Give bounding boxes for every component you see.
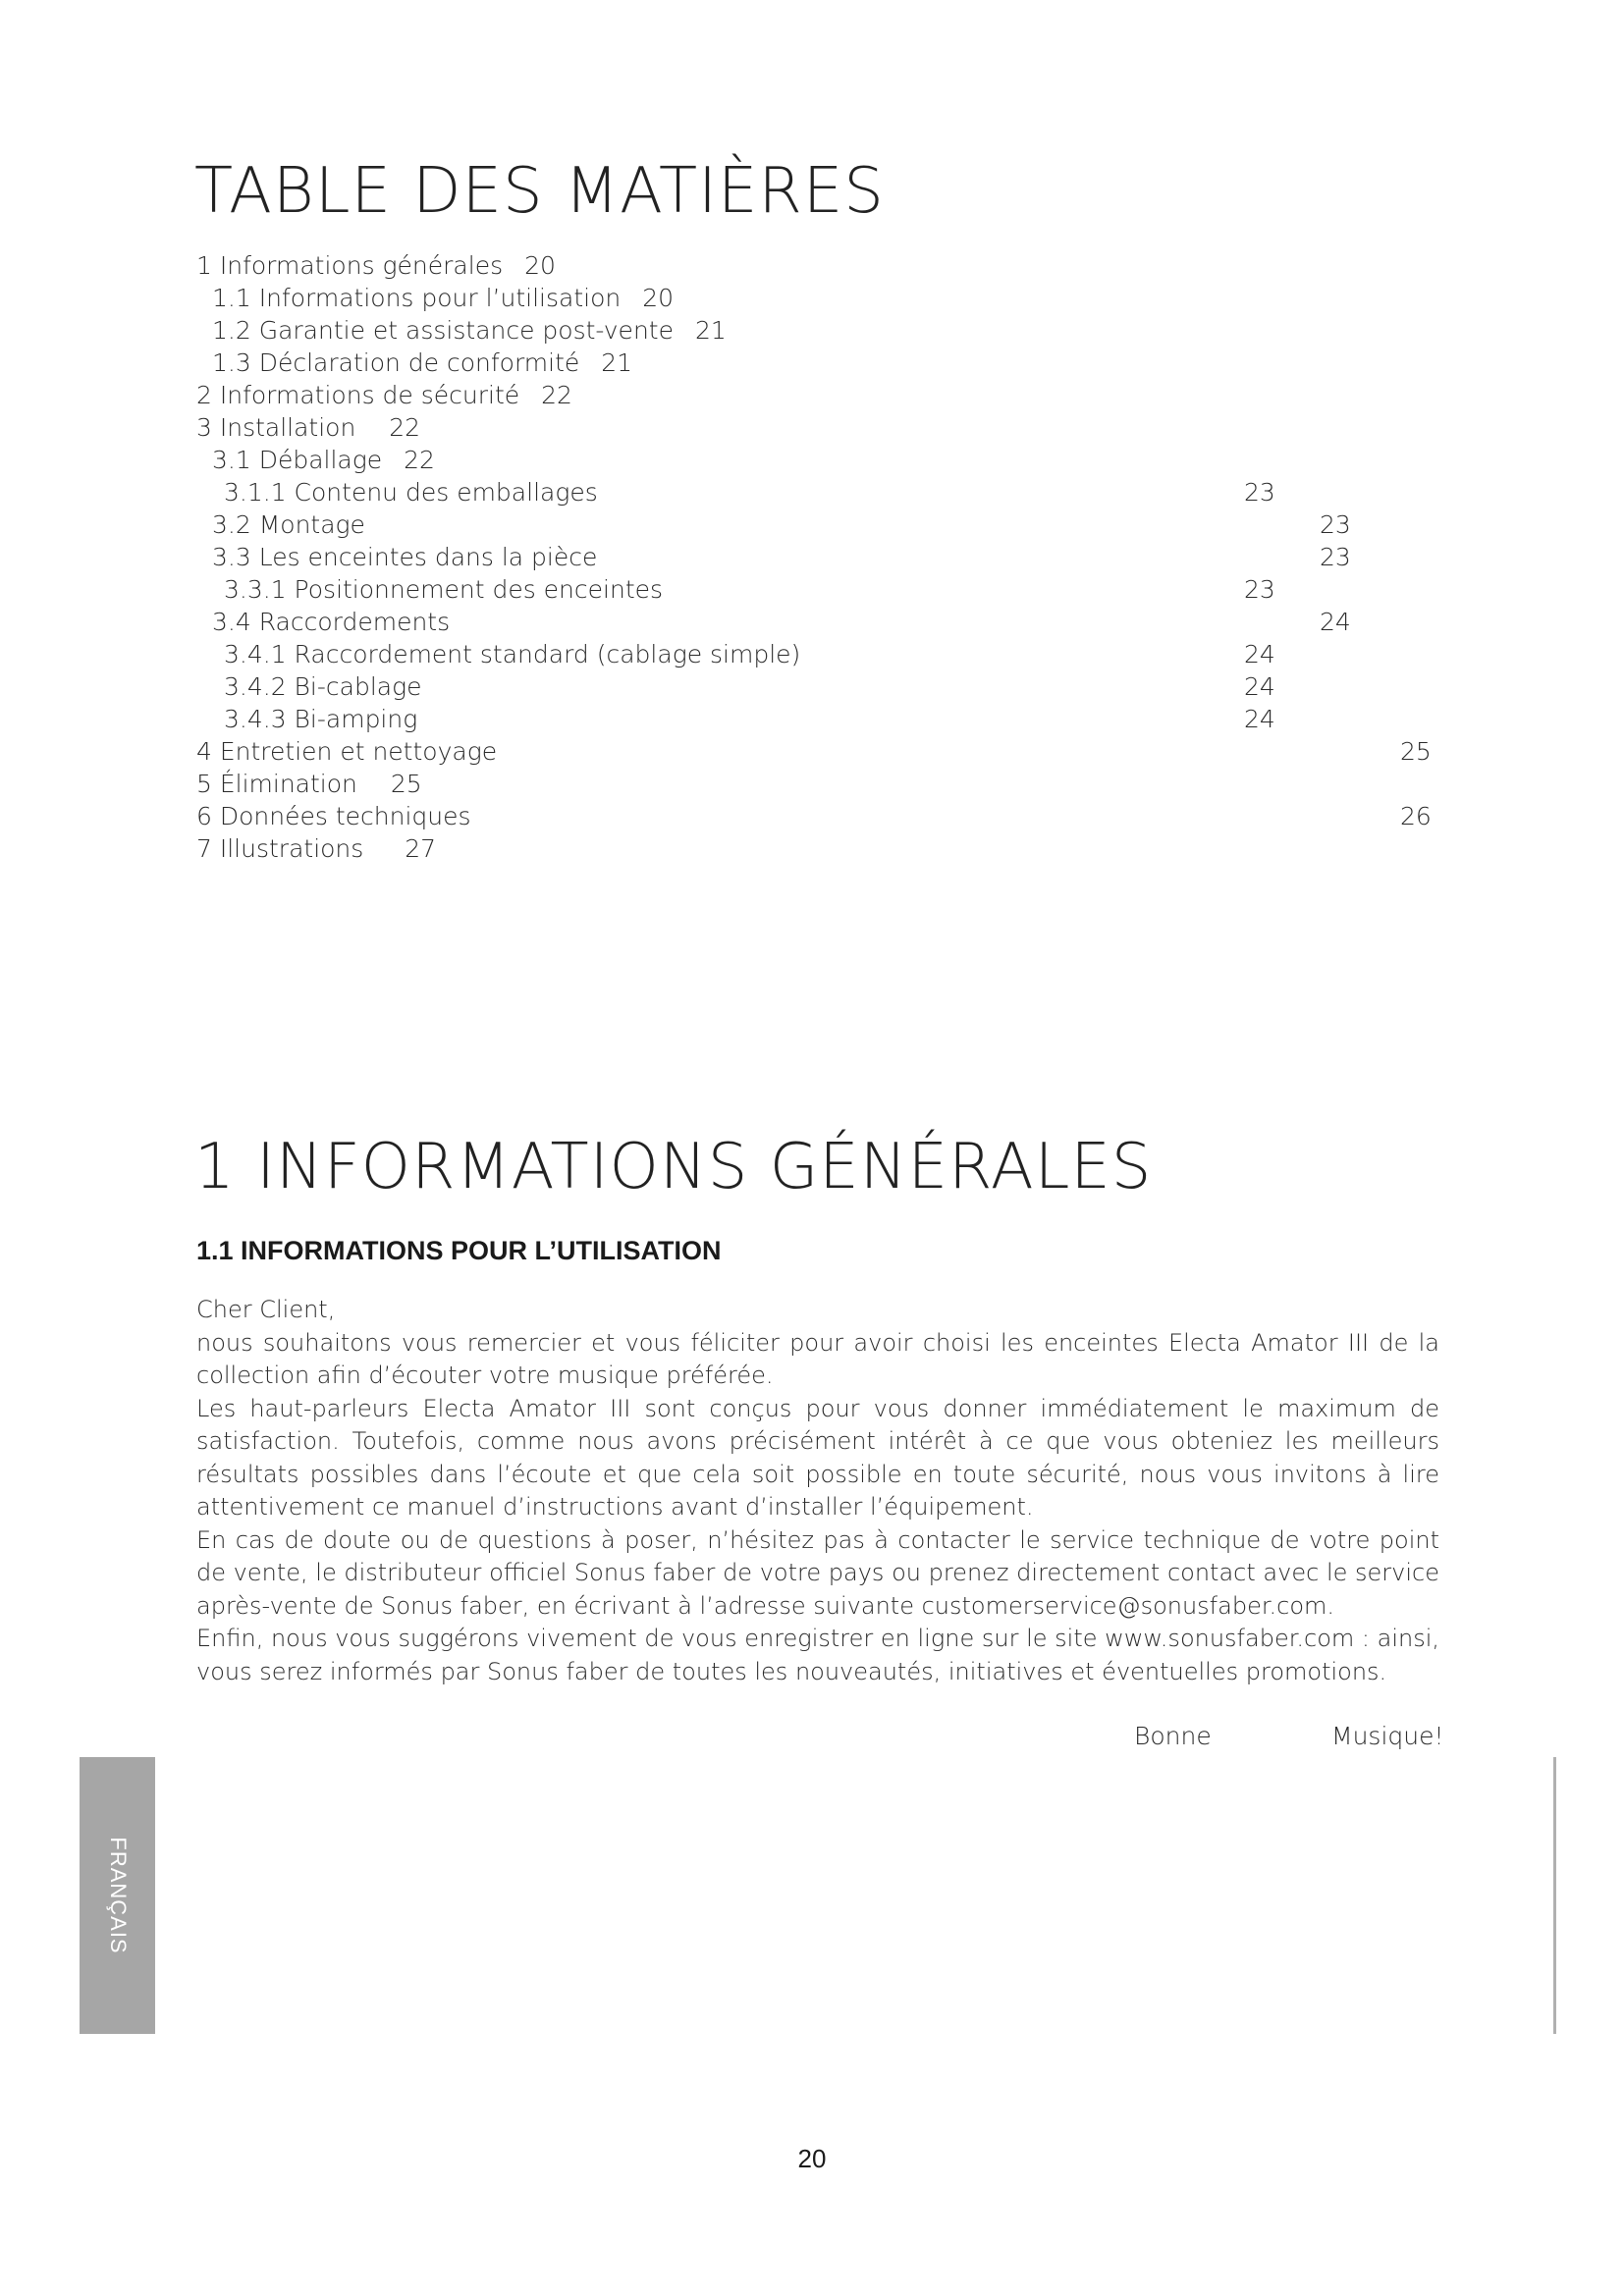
language-side-tab	[80, 1757, 155, 2034]
language-label: FRANÇAIS	[105, 1837, 131, 1954]
toc-entry-label: 3.4.2 Bi-cablage	[224, 672, 422, 701]
toc-entry-page: 24	[1320, 608, 1351, 636]
toc-entry-label: 3.3.1 Positionnement des enceintes	[224, 575, 664, 604]
toc-entry[interactable]	[196, 379, 572, 411]
toc-entry-page: 23	[1320, 543, 1351, 571]
toc-entry-page: 24	[1244, 705, 1275, 733]
toc-entry-label: 3.3 Les enceintes dans la pièce	[212, 543, 598, 571]
toc-entry[interactable]	[196, 411, 420, 444]
toc-entry[interactable]	[196, 800, 1532, 832]
toc-entry-page: 25	[1400, 737, 1432, 766]
toc-entry[interactable]	[212, 282, 674, 314]
toc-entry-label: 3.4 Raccordements	[212, 608, 451, 636]
toc-entry-label: 4 Entretien et nettoyage	[196, 737, 498, 766]
toc-entry[interactable]	[196, 249, 556, 282]
toc-entry-label: 6 Données techniques	[196, 802, 471, 830]
toc-entry[interactable]	[212, 444, 435, 476]
toc-entry-page: 23	[1244, 575, 1275, 604]
toc-entry-label: 3.4.3 Bi-amping	[224, 705, 418, 733]
toc-entry-label: 2 Informations de sécurité	[196, 381, 520, 409]
toc-entry-page: 22	[389, 413, 421, 442]
toc-entry-label: 3 Installation	[196, 413, 356, 442]
toc-entry[interactable]	[224, 670, 1530, 703]
greeting-paragraph: Cher Client,	[196, 1296, 336, 1323]
toc-entry[interactable]	[212, 541, 1528, 573]
body-paragraph: Les haut-parleurs Electa Amator III sont conçus pour vous donner immédiatement le maximum de satisfaction. Toutefois, comme nous avons précisément intérêt à ce que vous obteniez les meilleurs résultats possibles dans l’écoute et que cela soit possible en toute sécurité, nous vous invitons à lire attentivement ce manuel d’instructions avant d’installer l’équipement.	[196, 1394, 1439, 1521]
toc-entry-page: 25	[390, 770, 422, 798]
toc-entry[interactable]	[212, 314, 727, 347]
body-paragraph: nous souhaitons vous remercier et vous féliciter pour avoir choisi les enceintes Electa Amator III de la collection afin d’écouter votre musique préférée.	[196, 1328, 1439, 1389]
toc-entry[interactable]	[196, 735, 1532, 768]
toc-entry-label: 7 Illustrations	[196, 834, 364, 863]
toc-entry-label: 3.2 Montage	[212, 510, 365, 539]
toc-entry[interactable]	[224, 573, 1530, 606]
toc-entry[interactable]	[212, 508, 1528, 541]
toc-entry[interactable]	[196, 768, 422, 800]
toc-entry-page: 23	[1244, 478, 1275, 507]
signoff-word-1: Bonne	[1134, 1722, 1212, 1750]
toc-entry-label: 1 Informations générales	[196, 251, 504, 280]
section-body	[196, 1294, 1439, 1688]
toc-entry-label: 1.3 Déclaration de conformité	[212, 348, 580, 377]
toc-entry-page: 22	[404, 446, 435, 474]
toc-entry-page: 20	[524, 251, 556, 280]
chapter-title: 1 INFORMATIONS GÉNÉRALES	[194, 1131, 1153, 1203]
toc-entry-page: 20	[642, 284, 675, 312]
toc-entry-page: 26	[1400, 802, 1432, 830]
toc-entry-page: 24	[1244, 672, 1275, 701]
toc-entry[interactable]	[212, 347, 632, 379]
toc-entry-page: 24	[1244, 640, 1275, 668]
toc-entry-label: 3.1.1 Contenu des emballages	[224, 478, 598, 507]
toc-entry-label: 1.1 Informations pour l’utilisation	[212, 284, 622, 312]
body-paragraph: Enfin, nous vous suggérons vivement de vous enregistrer en ligne sur le site www.sonusfaber.com : ainsi, vous serez informés par Sonus faber de toutes les nouveautés, initiatives et éventuelles promotions.	[196, 1625, 1439, 1685]
toc-entry[interactable]	[224, 638, 1530, 670]
toc-entry-page: 21	[601, 348, 633, 377]
section-title: 1.1 INFORMATIONS POUR L’UTILISATION	[196, 1236, 722, 1265]
toc-entry-label: 3.4.1 Raccordement standard (cablage simple)	[224, 640, 801, 668]
toc-entry-page: 21	[694, 316, 727, 345]
body-paragraph: En cas de doute ou de questions à poser, n’hésitez pas à contacter le service technique de votre point de vente, le distributeur officiel Sonus faber de votre pays ou prenez directement contact avec le service après-vente de Sonus faber, en écrivant à l’adresse suivante customerservice@sonusfaber.com.	[196, 1525, 1439, 1620]
toc-entry-page: 23	[1320, 510, 1351, 539]
table-of-contents	[0, 0, 1624, 883]
toc-entry-label: 3.1 Déballage	[212, 446, 383, 474]
margin-rule	[1553, 1757, 1556, 2034]
toc-entry[interactable]	[224, 476, 1530, 508]
toc-entry[interactable]	[212, 606, 1528, 638]
toc-title: TABLE DES MATIÈRES	[194, 155, 885, 228]
signoff-word-2: Musique!	[1331, 1722, 1444, 1750]
toc-entry-label: 5 Élimination	[196, 770, 357, 798]
toc-entry[interactable]	[196, 832, 436, 865]
page-number: 20	[797, 2144, 827, 2173]
toc-entry-page: 22	[541, 381, 572, 409]
toc-entry-page: 27	[405, 834, 437, 863]
toc-entry[interactable]	[224, 703, 1530, 735]
toc-entry-label: 1.2 Garantie et assistance post-vente	[212, 316, 674, 345]
